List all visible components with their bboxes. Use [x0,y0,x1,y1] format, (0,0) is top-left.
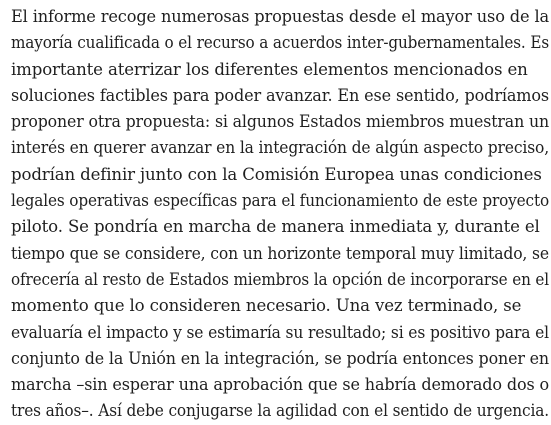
paragraph-line: soluciones factibles para poder avanzar. En ese sentido, podríamos [11,85,550,105]
paragraph-line: importante aterrizar los diferentes elementos mencionados en [11,59,528,79]
paragraph-line: tiempo que se considere, con un horizonte temporal muy limitado, se [11,243,550,263]
paragraph-line: podrían definir junto con la Comisión Europea unas condiciones [11,164,542,184]
article-paragraph [11,4,551,425]
paragraph-line: momento que lo consideren necesario. Una vez terminado, se [11,296,522,316]
paragraph-line: interés en querer avanzar en la integración de algún aspecto preciso, [11,138,549,158]
paragraph-line: El informe recoge numerosas propuestas desde el mayor uso de la [11,7,550,26]
paragraph-line: proponer otra propuesta: si algunos Estados miembros muestran un [11,112,550,132]
paragraph-line: tres años–. Así debe conjugarse la agilidad con el sentido de urgencia. [11,401,550,421]
paragraph-line: piloto. Se pondría en marcha de manera inmediata y, durante el [11,217,540,237]
paragraph-line: legales operativas específicas para el funcionamiento de este proyecto [11,191,550,211]
paragraph-line: evaluaría el impacto y se estimaría su resultado; si es positivo para el [11,322,550,342]
paragraph-line: mayoría cualificada o el recurso a acuerdos inter-gubernamentales. Es [11,33,550,53]
paragraph-line: ofrecería al resto de Estados miembros la opción de incorporarse en el [11,269,550,289]
paragraph-line: conjunto de la Unión en la integración, se podría entonces poner en [11,348,550,368]
paragraph-line: marcha –sin esperar una aprobación que se habría demorado dos o [11,375,550,395]
